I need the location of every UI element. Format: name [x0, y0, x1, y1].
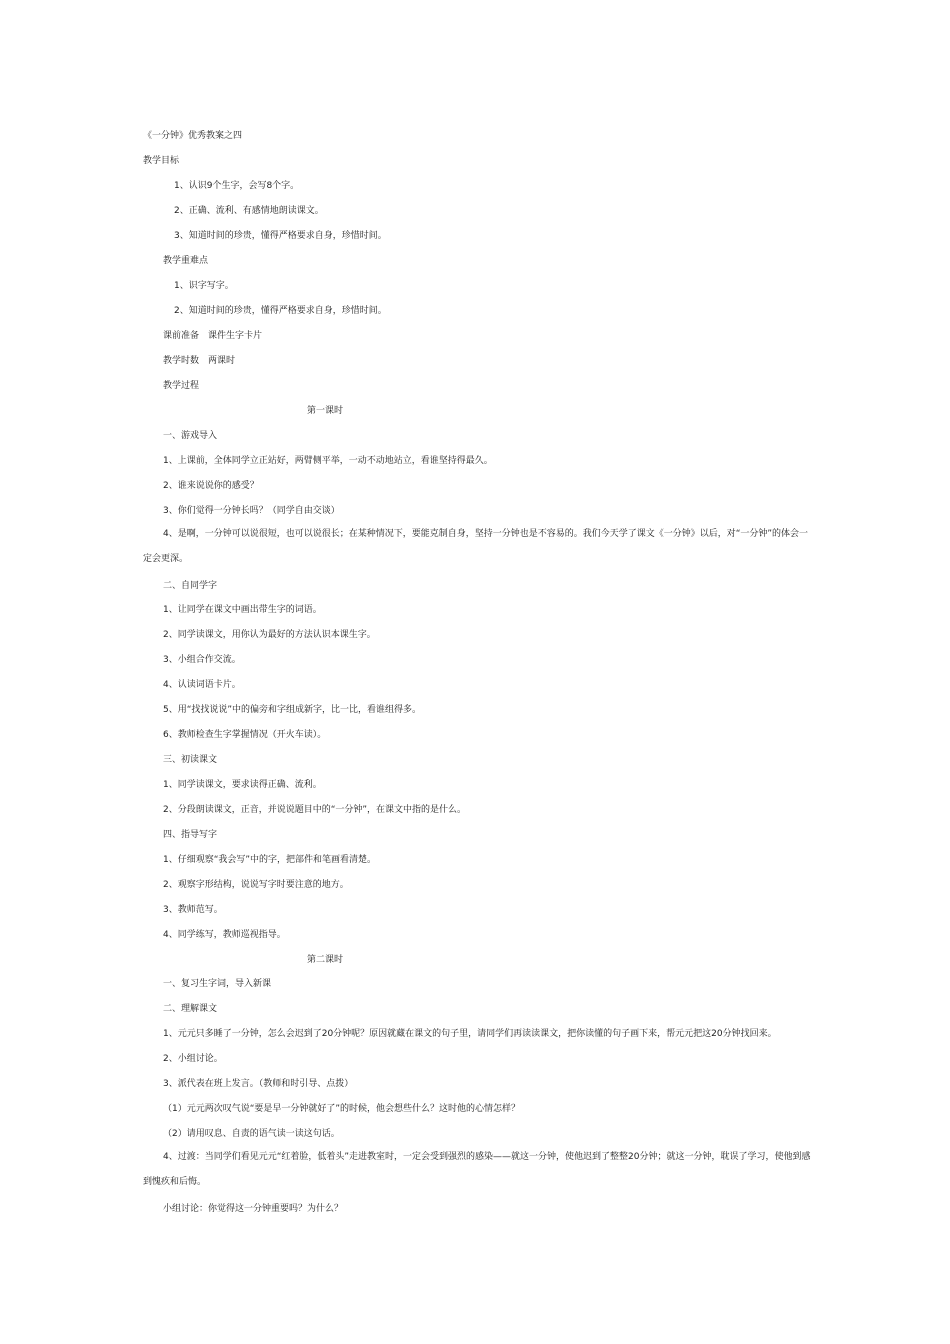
list-item: 2、分段朗读课文，正音，并说说题目中的“一分钟”，在课文中指的是什么。	[163, 805, 467, 815]
paragraph: 4、过渡：当同学们看见元元“红着脸，低着头”走进教室时，一定会受到强烈的感染——就这一分钟，使他迟到了整整20分钟；就这一分钟，耽误了学习，使他到感到愧疚和后悔。	[143, 1152, 811, 1187]
prep-line: 课前准备 课件生字卡片	[163, 331, 263, 341]
section-heading: 四、指导写字	[163, 830, 218, 840]
list-item: 小组讨论：你觉得这一分钟重要吗？为什么？	[163, 1204, 344, 1214]
list-item: 3、你们觉得一分钟长吗？（同学自由交谈）	[163, 506, 340, 516]
list-item: 2、同学读课文，用你认为最好的方法认识本课生字。	[163, 630, 376, 640]
lesson1-title: 第一课时	[307, 406, 344, 416]
paragraph: 4、是啊，一分钟可以说很短，也可以说很长；在某种情况下，要能克制自身，坚持一分钟也是不容易的。我们今天学了课文《一分钟》以后，对“一分钟”的体会一定会更深。	[143, 529, 809, 564]
goal-item: 3、知道时间的珍贵，懂得严格要求自身，珍惜时间。	[174, 231, 387, 241]
hours-line: 教学时数 两课时	[163, 356, 236, 366]
list-item: 2、小组讨论。	[163, 1054, 223, 1064]
key-heading: 教学重难点	[163, 256, 209, 266]
section-heading: 一、复习生字词，导入新课	[163, 979, 272, 989]
list-item: 1、仔细观察“我会写”中的字，把部件和笔画看清楚。	[163, 855, 377, 865]
list-item: 3、小组合作交流。	[163, 655, 241, 665]
list-item: 3、教师范写。	[163, 905, 223, 915]
section-heading: 二、自同学字	[163, 581, 218, 591]
list-item: 5、用“找找说说”中的偏旁和字组成新字，比一比，看谁组得多。	[163, 705, 422, 715]
list-item: 2、观察字形结构，说说写字时要注意的地方。	[163, 880, 349, 890]
list-item: （2）请用叹息、自责的语气读一读这句话。	[163, 1129, 340, 1139]
section-heading: 三、初读课文	[163, 755, 218, 765]
key-item: 1、识字写字。	[174, 281, 234, 291]
key-item: 2、知道时间的珍贵，懂得严格要求自身，珍惜时间。	[174, 306, 387, 316]
section-heading: 二、理解课文	[163, 1004, 218, 1014]
section-heading: 一、游戏导入	[163, 431, 218, 441]
document-title: 《一分钟》优秀教案之四	[143, 131, 243, 141]
list-item: 1、上课前，全体同学立正站好，两臂侧平举，一动不动地站立，看谁坚持得最久。	[163, 456, 493, 466]
process-heading: 教学过程	[163, 381, 200, 391]
list-item: 2、谁来说说你的感受？	[163, 481, 259, 491]
goal-item: 1、认识9个生字，会写8个字。	[174, 181, 300, 191]
list-item: 3、派代表在班上发言。（教师和时引导、点拨）	[163, 1079, 354, 1089]
goal-item: 2、正确、流利、有感情地朗读课文。	[174, 206, 324, 216]
list-item: 4、认读词语卡片。	[163, 680, 241, 690]
list-item: 1、同学读课文，要求读得正确、流利。	[163, 780, 322, 790]
lesson2-title: 第二课时	[307, 955, 344, 965]
goals-heading: 教学目标	[143, 156, 180, 166]
list-item: 6、教师检查生字掌握情况（开火车读）。	[163, 730, 327, 740]
list-item: （1）元元两次叹气说“要是早一分钟就好了”的时候，他会想些什么？这时他的心情怎样？	[163, 1104, 521, 1114]
list-item: 1、让同学在课文中画出带生字的词语。	[163, 605, 322, 615]
list-item: 4、同学练写，教师巡视指导。	[163, 930, 286, 940]
list-item: 1、元元只多睡了一分钟，怎么会迟到了20分钟呢？原因就藏在课文的句子里，请同学们再读读课文，把你读懂的句子画下来，帮元元把这20分钟找回来。	[163, 1029, 777, 1039]
